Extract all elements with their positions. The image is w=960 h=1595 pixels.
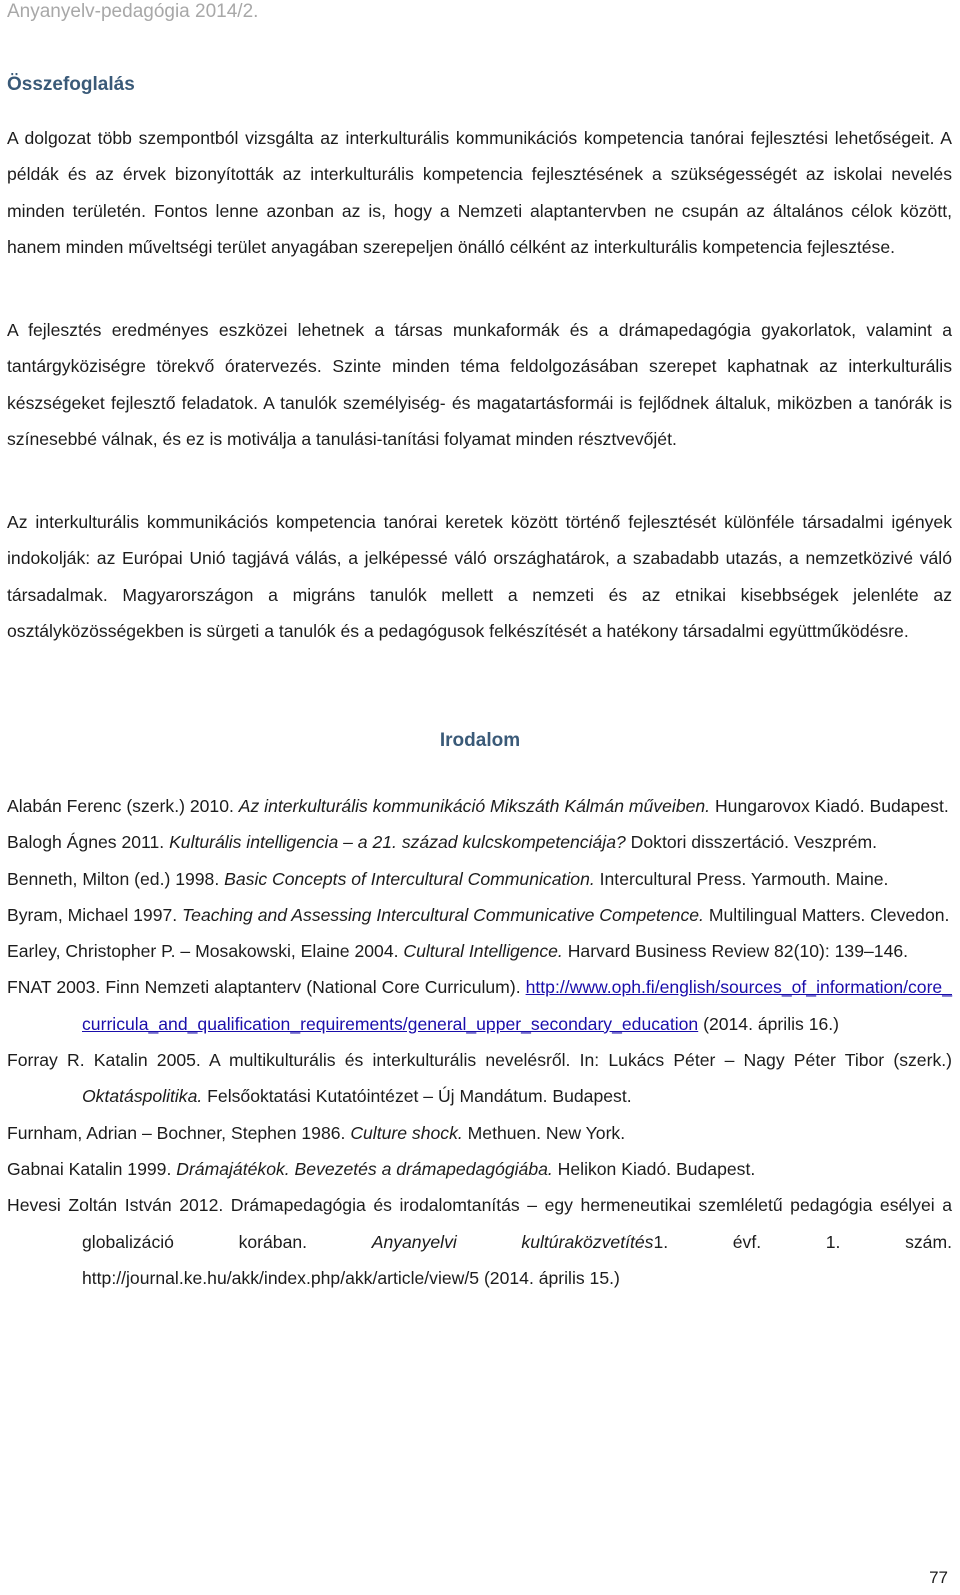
reference-text: Byram, Michael 1997. xyxy=(7,904,183,925)
reference-title: Teaching and Assessing Intercultural Communicative Competence. xyxy=(182,904,704,925)
reference-item xyxy=(7,897,952,933)
reference-item xyxy=(7,1187,952,1296)
reference-item xyxy=(7,933,952,969)
reference-text: Furnham, Adrian – Bochner, Stephen 1986. xyxy=(7,1122,351,1143)
reference-text: Methuen. New York. xyxy=(462,1122,626,1143)
reference-text: Forray R. Katalin 2005. A multikulturális és interkulturális nevelésről. In: Lukács Péter – Nagy Péter Tibor (szerk.) xyxy=(7,1050,952,1071)
reference-item xyxy=(7,824,952,860)
reference-item xyxy=(7,1115,952,1151)
summary-paragraph: Az interkulturális kommunikációs kompetencia tanórai keretek között történő fejlesztését különféle társadalmi igények indokolják: az Európai Unió tagjává válás, a jelképessé váló országhatárok, a szabadabb utazás, a nemzetközivé váló társadalmak. Magyarországon a migráns tanulók mellett a nemzeti és az etnikai kisebbségek jelenléte az osztályközösségekben is sürgeti a tanulók és a pedagógusok felkészítését a hatékony társadalmi együttműködésre. xyxy=(7,512,952,641)
reference-text: Doktori disszertáció. Veszprém. xyxy=(625,832,878,853)
reference-item xyxy=(7,969,952,1042)
reference-text: Helikon Kiadó. Budapest. xyxy=(552,1158,756,1179)
reference-title: Basic Concepts of Intercultural Communication. xyxy=(224,868,595,889)
reference-text: Multilingual Matters. Clevedon. xyxy=(703,904,950,925)
reference-text: (2014. április 16.) xyxy=(698,1013,840,1034)
reference-item xyxy=(7,1151,952,1187)
summary-heading: Összefoglalás xyxy=(7,74,135,95)
reference-title: Drámajátékok. Bevezetés a drámapedagógiába. xyxy=(176,1158,553,1179)
reference-text: Earley, Christopher P. – Mosakowski, Elaine 2004. xyxy=(7,941,404,962)
reference-title: Oktatáspolitika. xyxy=(82,1086,203,1107)
reference-text: FNAT 2003. Finn Nemzeti alaptanterv (National Core Curriculum). xyxy=(7,977,526,998)
reference-text: Gabnai Katalin 1999. xyxy=(7,1158,177,1179)
reference-title: Anyanyelvi kultúraközvetítés xyxy=(371,1231,654,1252)
reference-link[interactable]: http://www.oph.fi/english/sources_of_information/core_curricula_and_qualification_requirements/general_upper_secondary_education xyxy=(82,977,952,1034)
reference-text: Balogh Ágnes 2011. xyxy=(7,832,170,853)
running-header: Anyanyelv-pedagógia 2014/2. xyxy=(7,1,259,22)
reference-item xyxy=(7,788,952,824)
reference-title: Kulturális intelligencia – a 21. század kulcskompetenciája? xyxy=(169,832,626,853)
literature-heading: Irodalom xyxy=(439,730,521,751)
reference-title: Az interkulturális kommunikáció Mikszáth Kálmán műveiben. xyxy=(238,796,711,816)
reference-text: Hungarovox Kiadó. Budapest. xyxy=(710,796,949,816)
reference-title: Culture shock. xyxy=(350,1122,463,1143)
summary-paragraph: A fejlesztés eredményes eszközei lehetnek a társas munkaformák és a drámapedagógia gyakorlatok, valamint a tantárgyköziségre törekvő óratervezés. Szinte minden téma feldolgozásában szerepet kaphatnak az interkulturális készségeket fejlesztő feladatok. A tanulók személyiség- és magatartásformái is fejlődnek általuk, miközben a tanórák is színesebbé válnak, és ez is motiválja a tanulási-tanítási folyamat minden résztvevőjét. xyxy=(7,320,952,449)
reference-text: Intercultural Press. Yarmouth. Maine. xyxy=(594,868,889,889)
reference-text: Harvard Business Review 82(10): 139–146. xyxy=(562,941,909,962)
reference-item xyxy=(7,861,952,897)
reference-text: Hevesi Zoltán István 2012. Drámapedagógia és irodalomtanítás – egy hermeneutikai szemléletű pedagógia esélyei a globalizáció korában. xyxy=(7,1195,952,1252)
reference-text: Benneth, Milton (ed.) 1998. xyxy=(7,868,225,889)
page-number: 77 xyxy=(929,1568,948,1587)
reference-item xyxy=(7,1042,952,1115)
summary-paragraph: A dolgozat több szempontból vizsgálta az interkulturális kommunikációs kompetencia tanórai fejlesztési lehetőségeit. A példák és az érvek bizonyították az interkulturális kompetencia fejlesztésének a szükségességét az iskolai nevelés minden területén. Fontos lenne azonban az is, hogy a Nemzeti alaptantervben ne csupán az általános célok között, hanem minden műveltségi terület anyagában szerepeljen önálló célként az interkulturális kompetencia fejlesztése. xyxy=(7,128,952,257)
reference-text: Alabán Ferenc (szerk.) 2010. xyxy=(7,796,239,816)
reference-text: Felsőoktatási Kutatóintézet – Új Mandátum. Budapest. xyxy=(202,1086,632,1107)
reference-text: 1. évf. 1. szám. http://journal.ke.hu/akk/index.php/akk/article/view/5 (2014. április 15.) xyxy=(82,1231,953,1288)
reference-title: Cultural Intelligence. xyxy=(403,941,563,962)
reference-list xyxy=(7,788,952,1296)
